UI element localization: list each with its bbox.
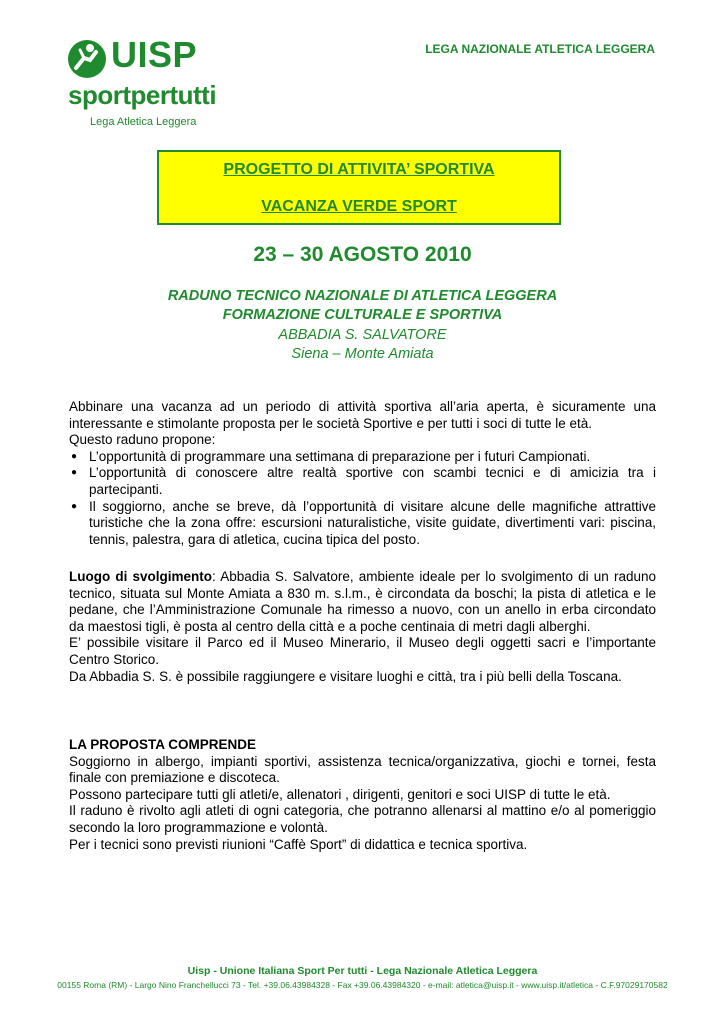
luogo-section bbox=[69, 569, 656, 685]
uisp-logo bbox=[66, 36, 226, 136]
proposta-paragraph-1: Soggiorno in albergo, impianti sportivi, assistenza tecnica/organizzativa, giochi e tornei, festa finale con premiazione e discoteca. bbox=[69, 753, 656, 786]
list-item: ● Il soggiorno, anche se breve, dà l’opportunità di visitare alcune delle magnifiche attrattive turistiche che la zona offre: escursioni naturalistiche, visite guidate, divertimenti vari: piscina, tennis, palestra, gara di atletica, cucina tipica del posto. bbox=[71, 498, 656, 547]
luogo-paragraph-2: E’ possibile visitare il Parco ed il Museo Minerario, il Museo degli oggetti sacri e l’importante Centro Storico. bbox=[69, 635, 656, 667]
bullet-icon: ● bbox=[71, 450, 78, 462]
logo-subtitle: Lega Atletica Leggera bbox=[90, 116, 197, 128]
proposta-section bbox=[69, 737, 656, 853]
proposta-paragraph-4: Per i tecnici sono previsti riunioni “Caffè Sport” di didattica e tecnica sportiva. bbox=[69, 836, 528, 852]
title-line1: PROGETTO DI ATTIVITA’ SPORTIVA bbox=[223, 161, 495, 178]
luogo-paragraph-3: Da Abbadia S. S. è possibile raggiungere e visitare luoghi e città, tra i più belli della Toscana. bbox=[69, 668, 622, 684]
list-item: ● L’opportunità di programmare una settimana di preparazione per i futuri Campionati. bbox=[71, 448, 591, 464]
title-box bbox=[157, 150, 561, 225]
header-org: LEGA NAZIONALE ATLETICA LEGGERA bbox=[425, 42, 655, 56]
proposta-paragraph-2: Possono partecipare tutti gli atleti/e, allenatori , dirigenti, genitori e soci UISP di tutte le età. bbox=[69, 786, 611, 802]
subtitle-line1: RADUNO TECNICO NAZIONALE DI ATLETICA LEGGERA bbox=[167, 288, 558, 304]
proposta-paragraph-3: Il raduno è rivolto agli atleti di ogni categoria, che potranno allenarsi al mattino e/o al pomeriggio secondo la loro programmazione e volontà. bbox=[69, 803, 656, 835]
title-line2: VACANZA VERDE SPORT bbox=[261, 198, 457, 215]
subtitle-line3: ABBADIA S. SALVATORE bbox=[278, 327, 447, 343]
logo-brand: UISP bbox=[111, 34, 198, 75]
event-date: 23 – 30 AGOSTO 2010 bbox=[253, 243, 472, 266]
intro-bullet-list bbox=[69, 449, 656, 549]
footer-contacts: 00155 Roma (RM) - Largo Nino Franchellucci 73 - Tel. +39.06.43984328 - Fax +39.06.43984320 - e-mail: atletica@uisp.it - www.uisp.it/atletica - C.F.97029170582 bbox=[57, 980, 668, 990]
proposta-heading: LA PROPOSTA COMPRENDE bbox=[69, 737, 257, 752]
subtitle-line2: FORMAZIONE CULTURALE E SPORTIVA bbox=[222, 307, 503, 323]
luogo-paragraph: Luogo di svolgimento: Abbadia S. Salvatore, ambiente ideale per lo svolgimento di un raduno tecnico, situata sul Monte Amiata a 830 m. s.l.m., è circondata da boschi; la pista di atletica e le pedane, che l’Amministrazione Comunale ha rimesso a nuovo, con un anello in erba circondato da maestosi tigli, è posta al centro della città e a poche centinaia di metri dagli alberghi. bbox=[69, 569, 656, 634]
intro-paragraph: Abbinare una vacanza ad un periodo di attività sportiva all’aria aperta, è sicuramente una interessante e stimolante proposta per le società Sportive e per tutti i soci di tutte le età. bbox=[69, 399, 656, 431]
intro-proposal: Questo raduno propone: bbox=[69, 432, 216, 448]
footer-org: Uisp - Unione Italiana Sport Per tutti - Lega Nazionale Atletica Leggera bbox=[187, 965, 538, 977]
logo-tagline: sportpertutti bbox=[68, 80, 217, 110]
subtitle-line4: Siena – Monte Amiata bbox=[291, 346, 434, 362]
intro-section bbox=[69, 399, 656, 548]
bullet-icon: ● bbox=[71, 467, 78, 479]
list-item: ● L’opportunità di conoscere altre realtà sportive con scambi tecnici e di amicizia tra i partecipanti. bbox=[71, 465, 656, 497]
luogo-label: Luogo di svolgimento bbox=[69, 569, 213, 584]
bullet-icon: ● bbox=[71, 500, 78, 512]
runner-logo-icon bbox=[66, 38, 108, 80]
